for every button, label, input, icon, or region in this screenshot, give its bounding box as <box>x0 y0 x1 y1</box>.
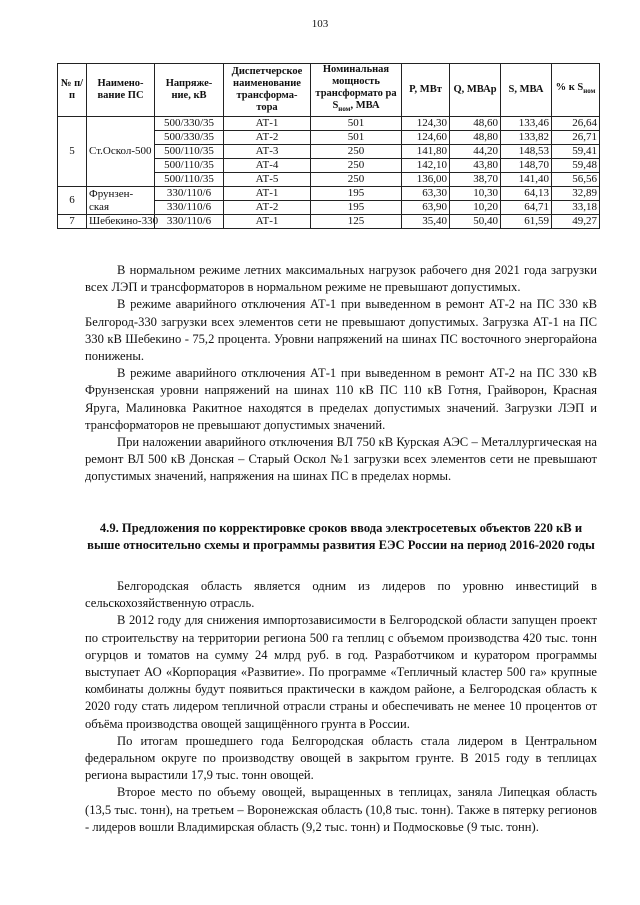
cell-q: 43,80 <box>450 159 501 173</box>
cell-voltage: 330/110/6 <box>155 201 224 215</box>
cell-transformer: АТ-1 <box>224 187 311 201</box>
cell-pct: 32,89 <box>552 187 600 201</box>
cell-transformer: АТ-5 <box>224 173 311 187</box>
cell-transformer: АТ-3 <box>224 145 311 159</box>
text-block-bottom <box>85 578 597 836</box>
cell-pct: 26,71 <box>552 131 600 145</box>
table-header-row <box>58 64 600 117</box>
cell-rated-power: 125 <box>311 215 402 229</box>
cell-p: 124,30 <box>402 117 450 131</box>
cell-rated-power: 250 <box>311 159 402 173</box>
cell-q: 10,20 <box>450 201 501 215</box>
cell-s: 133,46 <box>501 117 552 131</box>
page-number: 103 <box>311 18 329 30</box>
cell-rated-power: 195 <box>311 187 402 201</box>
cell-voltage: 500/330/35 <box>155 131 224 145</box>
text-block-top <box>85 262 597 486</box>
load-table <box>57 63 600 229</box>
cell-substation: Ст.Оскол-500 <box>87 117 155 187</box>
cell-p: 141,80 <box>402 145 450 159</box>
header-q: Q, МВАр <box>450 64 501 117</box>
cell-p: 63,30 <box>402 187 450 201</box>
cell-s: 133,82 <box>501 131 552 145</box>
table-row <box>58 187 600 201</box>
cell-q: 10,30 <box>450 187 501 201</box>
table-row <box>58 215 600 229</box>
cell-num: 7 <box>58 215 87 229</box>
cell-p: 35,40 <box>402 215 450 229</box>
cell-q: 50,40 <box>450 215 501 229</box>
header-voltage: Напряже-ние, кВ <box>155 64 224 117</box>
cell-rated-power: 250 <box>311 145 402 159</box>
cell-q: 48,80 <box>450 131 501 145</box>
cell-pct: 49,27 <box>552 215 600 229</box>
section-heading: 4.9. Предложения по корректировке сроков ввода электросетевых объектов 220 кВ и выше относительно схемы и программы развития ЕЭС России на период 2016-2020 годы <box>87 521 595 553</box>
cell-s: 61,59 <box>501 215 552 229</box>
cell-pct: 56,56 <box>552 173 600 187</box>
cell-p: 136,00 <box>402 173 450 187</box>
cell-p: 63,90 <box>402 201 450 215</box>
cell-voltage: 500/110/35 <box>155 159 224 173</box>
cell-transformer: АТ-1 <box>224 117 311 131</box>
cell-pct: 59,48 <box>552 159 600 173</box>
header-rated-power <box>311 64 402 117</box>
cell-q: 44,20 <box>450 145 501 159</box>
paragraph: В нормальном режиме летних максимальных нагрузок рабочего дня 2021 года загрузки всех ЛЭП и трансформаторов в нормальном режиме не превышают допустимых. <box>85 263 597 295</box>
header-pct <box>552 64 600 117</box>
cell-transformer: АТ-1 <box>224 215 311 229</box>
header-dispatch-name: Диспетчерское наименование трансформа-тора <box>224 64 311 117</box>
cell-rated-power: 501 <box>311 131 402 145</box>
cell-p: 124,60 <box>402 131 450 145</box>
cell-s: 141,40 <box>501 173 552 187</box>
cell-voltage: 330/110/6 <box>155 215 224 229</box>
cell-s: 64,13 <box>501 187 552 201</box>
header-s: S, МВА <box>501 64 552 117</box>
cell-pct: 26,64 <box>552 117 600 131</box>
paragraph: Белгородская область является одним из лидеров по уровню инвестиций в сельскохозяйственную отрасль. <box>85 579 597 611</box>
cell-voltage: 500/110/35 <box>155 173 224 187</box>
paragraph: Второе место по объему овощей, выращенных в теплицах, заняла Липецкая область (13,5 тыс. тонн), на третьем – Воронежская область (10,8 тыс. тонн). Также в пятерку регионов - лидеров вошли Владимирская область (9,2 тыс. тонн) и Подмосковье (9 тыс. тонн). <box>85 785 597 834</box>
cell-rated-power: 501 <box>311 117 402 131</box>
cell-q: 38,70 <box>450 173 501 187</box>
cell-p: 142,10 <box>402 159 450 173</box>
cell-pct: 59,41 <box>552 145 600 159</box>
header-rated-sub: ном <box>338 105 351 114</box>
cell-s: 64,71 <box>501 201 552 215</box>
paragraph: В режиме аварийного отключения АТ-1 при выведенном в ремонт АТ-2 на ПС 330 кВ Белгород-330 загрузки всех элементов сети не превышают допустимых. Загрузка АТ-1 на ПС 330 кВ Шебекино - 75,2 процента. Уровни напряжений на шинах ПС восточного энергорайона понижены. <box>85 297 597 364</box>
cell-s: 148,70 <box>501 159 552 173</box>
cell-q: 48,60 <box>450 117 501 131</box>
header-rated-main: Номинальная мощность трансформато ра S <box>315 64 397 112</box>
paragraph: В режиме аварийного отключения АТ-1 при выведенном в ремонт АТ-2 на ПС 330 кВ Фрунзенская уровни напряжений на шинах 110 кВ ПС 110 кВ Готня, Грайворон, Красная Яруга, Малиновка Ракитное находятся в пределах допустимых значений. Загрузки ЛЭП и трансформаторов не превышают допустимых значений. <box>85 366 597 432</box>
cell-num: 6 <box>58 187 87 215</box>
cell-rated-power: 195 <box>311 201 402 215</box>
paragraph: В 2012 году для снижения импортозависимости в Белгородской области запущен проект по строительству на территории региона 500 га теплиц с объемом производства 420 тыс. тонн огурцов и томатов на сумму 24 млрд руб. в год. Разработчиком и куратором программы выступает АО «Корпорация «Развитие». По программе «Тепличный кластер 500 га» крупные комбинаты должны будут появиться практически в каждом районе, а Белгородская область к 2020 году стать лидером тепличной отрасли страны и обеспечивать не менее 10 процентов от объёма производства овощей защищённого грунта в России. <box>85 613 597 731</box>
cell-transformer: АТ-4 <box>224 159 311 173</box>
header-pct-main: % к S <box>555 82 584 94</box>
cell-pct: 33,18 <box>552 201 600 215</box>
cell-transformer: АТ-2 <box>224 201 311 215</box>
header-rated-unit: , МВА <box>350 100 380 112</box>
cell-substation: Фрунзен-ская <box>87 187 155 215</box>
header-substation: Наимено-вание ПС <box>87 64 155 117</box>
cell-voltage: 500/330/35 <box>155 117 224 131</box>
table-row <box>58 117 600 131</box>
cell-substation: Шебекино-330 <box>87 215 155 229</box>
table-body <box>58 117 600 229</box>
paragraph: При наложении аварийного отключения ВЛ 750 кВ Курская АЭС – Металлургическая на ремонт ВЛ 500 кВ Донская – Старый Оскол №1 загрузки всех элементов сети не превышают допустимых значений, напряжения на шинах ПС в пределах нормы. <box>85 435 597 484</box>
header-pct-sub: ном <box>583 87 596 96</box>
cell-transformer: АТ-2 <box>224 131 311 145</box>
cell-voltage: 330/110/6 <box>155 187 224 201</box>
cell-num: 5 <box>58 117 87 187</box>
cell-voltage: 500/110/35 <box>155 145 224 159</box>
cell-s: 148,53 <box>501 145 552 159</box>
header-p: P, МВт <box>402 64 450 117</box>
cell-rated-power: 250 <box>311 173 402 187</box>
paragraph: По итогам прошедшего года Белгородская область стала лидером в Центральном федеральном округе по производству овощей в закрытом грунте. В 2015 году в теплицах региона вырастили 17,9 тыс. тонн овощей. <box>85 733 597 783</box>
header-num: № п/п <box>58 64 87 117</box>
